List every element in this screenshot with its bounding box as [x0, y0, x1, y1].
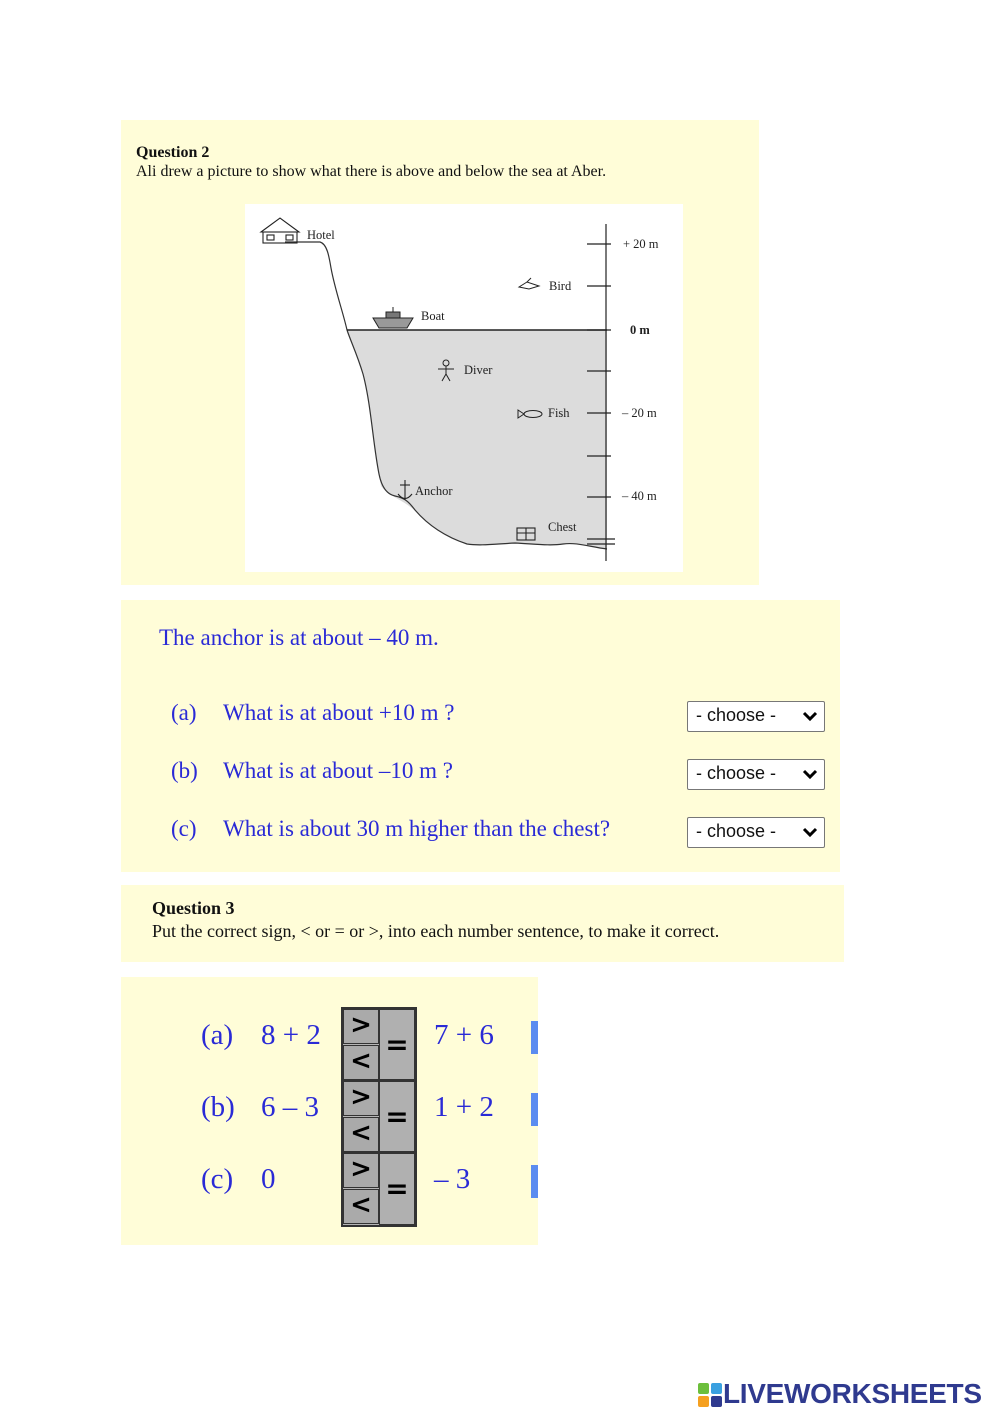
scale-label-zero: 0 m	[630, 323, 650, 337]
question-2-text: Ali drew a picture to show what there is above and below the sea at Aber.	[136, 163, 607, 180]
question-letter: (c)	[171, 816, 197, 841]
bird-label: Bird	[549, 279, 572, 293]
select-value: - choose -	[696, 705, 777, 725]
equals-button[interactable]: =	[379, 1081, 415, 1153]
chevron-down-icon	[802, 764, 818, 784]
greater-than-button[interactable]: >	[343, 1009, 379, 1044]
hotel-icon	[261, 218, 299, 243]
question-3-text: Put the correct sign, < or = or >, into each number sentence, to make it correct.	[152, 921, 720, 941]
answer-drop-slot[interactable]	[531, 1093, 538, 1126]
sentence-letter: (a)	[201, 1019, 234, 1051]
diver-label: Diver	[464, 363, 493, 377]
sea-diagram-svg	[245, 204, 683, 572]
number-sentence-c	[121, 1151, 538, 1227]
sentence-right: 1 + 2	[434, 1091, 494, 1123]
chevron-down-icon	[802, 822, 818, 842]
question-text: What is about 30 m higher than the chest?	[223, 816, 611, 841]
select-value: - choose -	[696, 763, 777, 783]
anchor-label: Anchor	[415, 484, 453, 498]
number-sentence-a	[121, 1007, 538, 1083]
boat-label: Boat	[421, 309, 445, 323]
less-than-button[interactable]: <	[343, 1189, 379, 1224]
sign-picker	[341, 1079, 417, 1155]
question-row-a	[171, 700, 454, 726]
fish-label: Fish	[548, 406, 570, 420]
answer-drop-slot[interactable]	[531, 1021, 538, 1054]
greater-than-button[interactable]: >	[343, 1153, 379, 1188]
boat-icon	[373, 307, 413, 328]
sentence-left: 6 – 3	[261, 1091, 319, 1123]
hotel-label: Hotel	[307, 228, 335, 242]
equals-button[interactable]: =	[379, 1009, 415, 1081]
answer-select-a[interactable]	[687, 701, 825, 732]
sea-diagram	[245, 204, 683, 572]
anchor-statement: The anchor is at about – 40 m.	[159, 625, 439, 650]
question-letter: (a)	[171, 700, 197, 725]
answer-select-b[interactable]	[687, 759, 825, 790]
question-row-b	[171, 758, 453, 784]
chest-label: Chest	[548, 520, 577, 534]
less-than-button[interactable]: <	[343, 1045, 379, 1080]
question-3-panel	[121, 885, 844, 962]
sentence-left: 0	[261, 1163, 276, 1195]
select-value: - choose -	[696, 821, 777, 841]
sentence-right: – 3	[434, 1163, 471, 1195]
sentence-right: 7 + 6	[434, 1019, 494, 1051]
scale-label-plus20: + 20 m	[623, 237, 659, 251]
sentence-letter: (b)	[201, 1091, 235, 1123]
sentence-left: 8 + 2	[261, 1019, 321, 1051]
question-3-title: Question 3	[152, 898, 235, 918]
number-sentence-b	[121, 1079, 538, 1155]
equals-button[interactable]: =	[379, 1153, 415, 1225]
question-3-answers-panel	[121, 977, 538, 1245]
answer-select-c[interactable]	[687, 817, 825, 848]
greater-than-button[interactable]: >	[343, 1081, 379, 1116]
liveworksheets-logo-icon	[697, 1382, 723, 1408]
answer-drop-slot[interactable]	[531, 1165, 538, 1198]
question-text: What is at about +10 m ?	[223, 700, 455, 725]
question-text: What is at about –10 m ?	[223, 758, 453, 783]
brand-name: LIVEWORKSHEETS	[723, 1378, 982, 1409]
question-row-c	[171, 816, 610, 842]
scale-label-minus40: – 40 m	[622, 489, 657, 503]
less-than-button[interactable]: <	[343, 1117, 379, 1152]
scale-label-minus20: – 20 m	[622, 406, 657, 420]
chevron-down-icon	[802, 706, 818, 726]
question-2-panel	[121, 120, 759, 585]
question-2-answers-panel	[121, 600, 840, 872]
question-2-title: Question 2	[136, 144, 210, 161]
sign-picker	[341, 1007, 417, 1083]
bird-icon	[519, 278, 539, 289]
sign-picker	[341, 1151, 417, 1227]
question-letter: (b)	[171, 758, 198, 783]
sentence-letter: (c)	[201, 1163, 234, 1195]
